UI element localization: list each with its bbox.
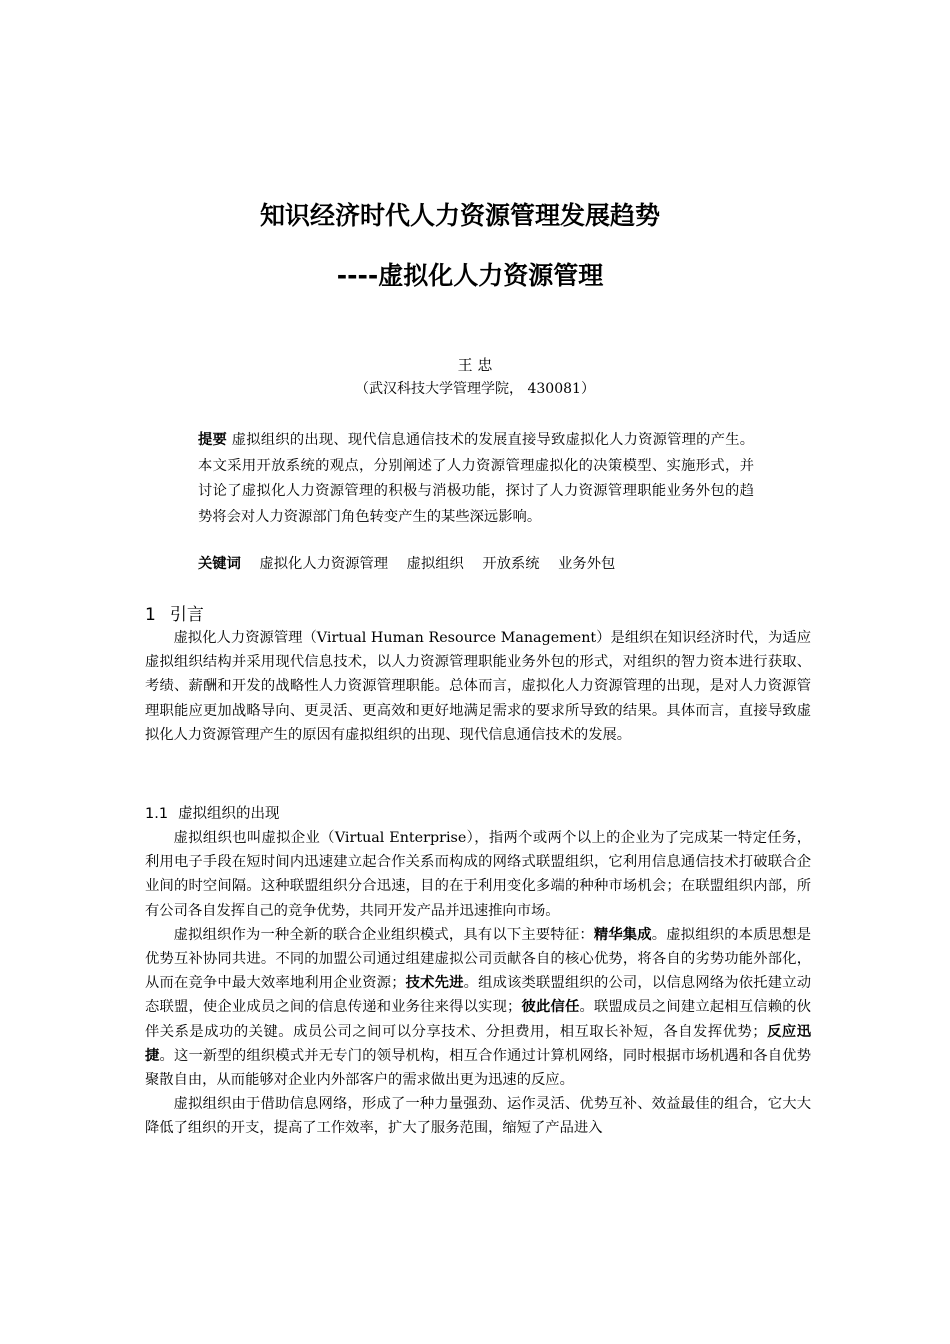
highlight-term: 反应迅捷 xyxy=(145,1023,811,1064)
paper-subtitle: ----虚拟化人力资源管理 xyxy=(336,261,604,290)
keyword-item: 业务外包 xyxy=(558,556,616,572)
keywords xyxy=(198,552,798,577)
keyword-item: 虚拟化人力资源管理 xyxy=(259,556,389,572)
subsection-body xyxy=(145,826,811,1141)
section-heading xyxy=(145,602,204,628)
paper-title: 知识经济时代人力资源管理发展趋势 xyxy=(259,201,660,230)
paragraph xyxy=(145,923,811,1092)
keywords-label: 关键词 xyxy=(198,556,241,572)
highlight-term: 精华集成 xyxy=(593,926,652,943)
paragraph-text: 。组成该类联盟组织的公司，以信息网络为依托建立动态联盟，使企业成员之间的信息传递和业务往来得以实现； xyxy=(145,975,812,1016)
section-title: 引言 xyxy=(169,605,204,625)
paragraph-text: 虚拟组织作为一种全新的联合企业组织模式，具有以下主要特征： xyxy=(173,926,594,943)
subsection-heading xyxy=(145,802,280,826)
highlight-term: 技术先进 xyxy=(405,975,464,992)
author-affiliation: （武汉科技大学管理学院， 430081） xyxy=(355,381,595,397)
subsection-number: 1.1 xyxy=(145,806,169,822)
paragraph-text: 。这一新型的组织模式并无专门的领导机构，相互合作通过计算机网络，同时根据市场机遇和各自优势聚散自由，从而能够对企业内外部客户的需求做出更为迅速的反应。 xyxy=(145,1047,811,1089)
author-name: 王 忠 xyxy=(457,356,493,374)
keyword-item: 虚拟组织 xyxy=(406,556,464,572)
paragraph: 虚拟化人力资源管理（Virtual Human Resource Management）是组织在知识经济时代，为适应虚拟组织结构并采用现代信息技术，以人力资源管理职能业务外包的形式，对组织的智力资本进行获取、考绩、薪酬和开发的战略性人力资源管理职能。总体而言，虚拟化人力资源管理的出现，是对人力资源管理职能应更加战略导向、更灵活、更高效和更好地满足需求的要求所导致的结果。具体而言，直接导致虚拟化人力资源管理产生的原因有虚拟组织的出现、现代信息通信技术的发展。 xyxy=(145,630,811,743)
keyword-item: 开放系统 xyxy=(482,556,540,572)
paragraph: 虚拟组织也叫虚拟企业（Virtual Enterprise），指两个或两个以上的企业为了完成某一特定任务，利用电子手段在短时间内迅速建立起合作关系而构成的网络式联盟组织，它利用信息通信技术打破联合企业间的时空间隔。这种联盟组织分合迅速，目的在于利用变化多端的种种市场机会；在联盟组织内部，所有公司各自发挥自己的竞争优势，共同开发产品并迅速推向市场。 xyxy=(145,830,811,919)
abstract-label: 提要 xyxy=(198,432,228,448)
abstract xyxy=(198,428,754,530)
abstract-text: 虚拟组织的出现、现代信息通信技术的发展直接导致虚拟化人力资源管理的产生。本文采用开放系统的观点，分别阐述了人力资源管理虚拟化的决策模型、实施形式，并讨论了虚拟化人力资源管理的积极与消极功能，探讨了人力资源管理职能业务外包的趋势将会对人力资源部门角色转变产生的某些深远影响。 xyxy=(198,432,755,525)
highlight-term: 彼此信任 xyxy=(521,999,580,1016)
section-number: 1 xyxy=(145,605,156,625)
paragraph-text: 。虚拟组织的本质思想是优势互补协同共进。不同的加盟公司通过组建虚拟公司贡献各自的核心优势，将各自的劣势功能外部化，从而在竞争中最大效率地利用企业资源； xyxy=(145,926,812,992)
section-body xyxy=(145,626,811,747)
subsection-title: 虚拟组织的出现 xyxy=(178,806,280,822)
paragraph-text: 。联盟成员之间建立起相互信赖的伙伴关系是成功的关键。成员公司之间可以分享技术、分担费用，相互取长补短，各自发挥优势； xyxy=(145,999,812,1040)
paragraph: 虚拟组织由于借助信息网络，形成了一种力量强劲、运作灵活、优势互补、效益最佳的组合，它大大降低了组织的开支，提高了工作效率，扩大了服务范围，缩短了产品进入 xyxy=(145,1096,811,1137)
